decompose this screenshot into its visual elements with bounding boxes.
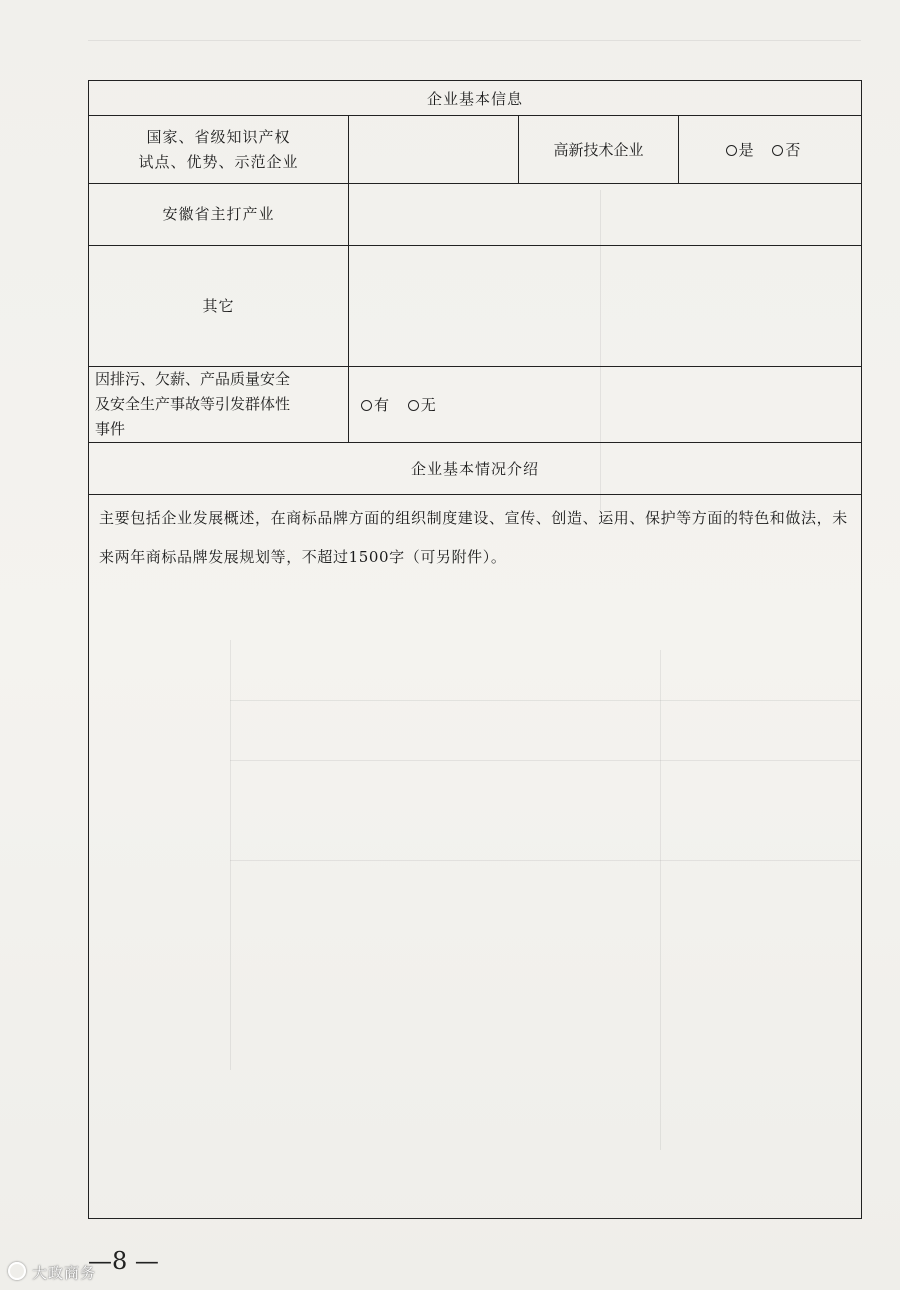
page-number: —8 — <box>88 1247 159 1275</box>
intro-instructions: 主要包括企业发展概述，在商标品牌方面的组织制度建设、宣传、创造、运用、保护等方面的特色和做法，未来两年商标品牌发展规划等，不超过1500字（可另附件）。 <box>99 509 848 566</box>
watermark-logo-icon <box>8 1262 26 1280</box>
incident-label-line2: 及安全生产事故等引发群体性 <box>95 395 291 413</box>
hightech-no-label: 否 <box>785 141 801 159</box>
other-label: 其它 <box>89 246 349 367</box>
incident-options <box>349 367 862 443</box>
intro-title: 企业基本情况介绍 <box>89 443 862 495</box>
ip-pilot-value-cell[interactable] <box>349 116 519 184</box>
hightech-label: 高新技术企业 <box>519 116 679 184</box>
watermark-text: 大政商务 <box>32 1264 97 1282</box>
radio-circle-icon <box>361 400 372 411</box>
other-value-cell[interactable] <box>349 246 862 367</box>
basic-info-title: 企业基本信息 <box>89 81 862 116</box>
hightech-yes-option[interactable] <box>726 139 754 160</box>
radio-circle-icon <box>726 145 737 156</box>
watermark <box>8 1262 96 1283</box>
incident-label-line3: 事件 <box>95 420 126 438</box>
incident-no-label: 无 <box>420 396 436 414</box>
hightech-no-option[interactable] <box>772 139 800 160</box>
incident-label-line1: 因排污、欠薪、产品质量安全 <box>95 370 291 388</box>
ip-pilot-label <box>89 116 349 184</box>
ip-pilot-label-line2: 试点、优势、示范企业 <box>138 152 299 171</box>
enterprise-info-table <box>88 80 862 1219</box>
incident-label <box>89 367 349 443</box>
hightech-options <box>679 116 862 184</box>
radio-circle-icon <box>772 145 783 156</box>
bleed-through-line <box>88 40 861 41</box>
ip-pilot-label-line1: 国家、省级知识产权 <box>146 127 291 146</box>
incident-yes-option[interactable] <box>361 394 389 415</box>
intro-content-cell[interactable] <box>89 495 862 1219</box>
incident-yes-label: 有 <box>374 396 390 414</box>
main-industry-label: 安徽省主打产业 <box>89 184 349 246</box>
incident-no-option[interactable] <box>408 394 436 415</box>
hightech-yes-label: 是 <box>738 141 754 159</box>
radio-circle-icon <box>408 400 419 411</box>
main-industry-value-cell[interactable] <box>349 184 862 246</box>
